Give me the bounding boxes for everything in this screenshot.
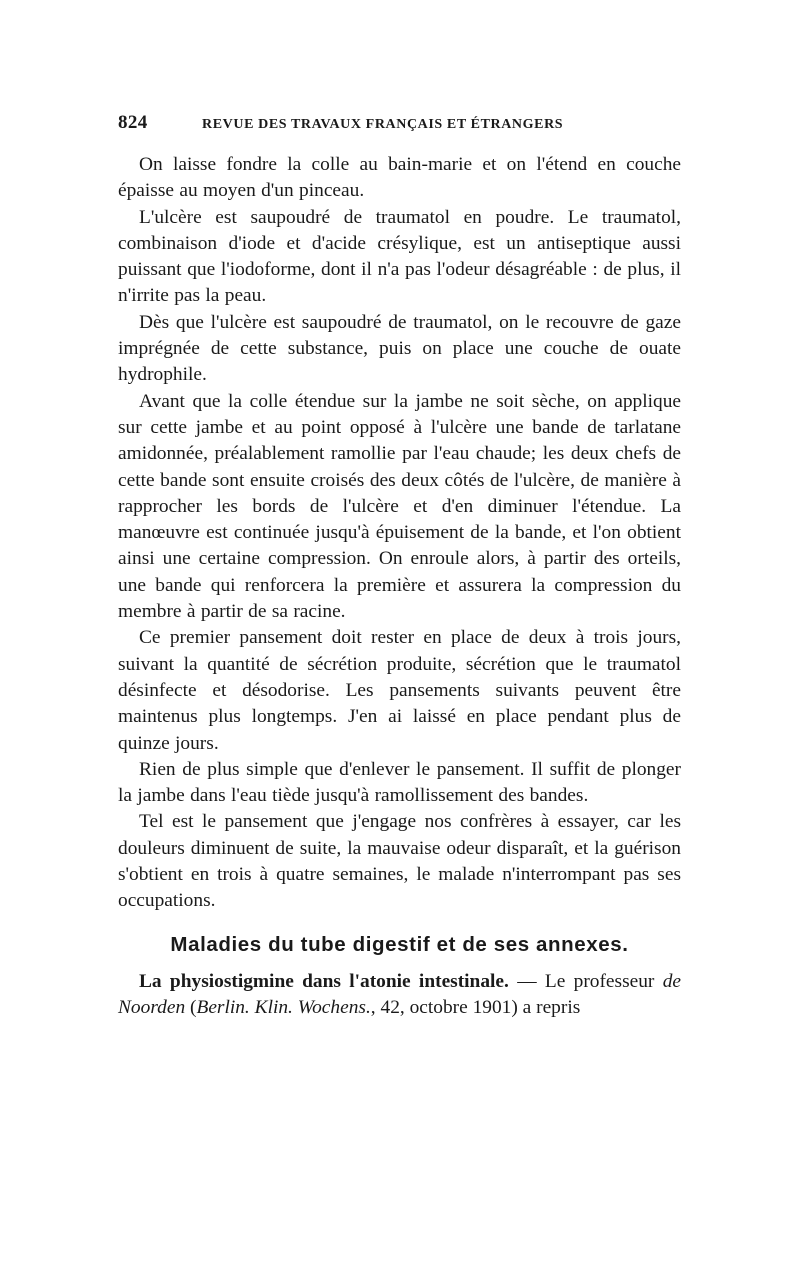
section-heading: Maladies du tube digestif et de ses annexes. bbox=[170, 932, 629, 956]
document-page bbox=[118, 112, 681, 1021]
paragraph: Dès que l'ulcère est saupoudré de traumatol, on le recouvre de gaze imprégnée de cette substance, puis on place une couche de ouate hydrophile. bbox=[118, 311, 681, 386]
article-author: de Noorden bbox=[118, 970, 681, 1018]
page-number: 824 bbox=[118, 112, 148, 133]
paragraph: Avant que la colle étendue sur la jambe ne soit sèche, on applique sur cette jambe et au point opposé à l'ulcère une bande de tarlatane amidonnée, préalablement ramollie par l'eau chaude; les deux chefs de cette bande sont ensuite croisés des deux côtés de l'ulcère, de manière à rapprocher les bords de l'ulcère et d'en diminuer l'étendue. La manœuvre est continuée jusqu'à épuisement de la bande, et l'on obtient ainsi une certaine compression. On enroule alors, à partir des orteils, une bande qui renforcera la première et assurera la compression du membre à partir de sa racine. bbox=[118, 390, 681, 623]
paragraph: On laisse fondre la colle au bain-marie et on l'étend en couche épaisse au moyen d'un pinceau. bbox=[118, 154, 681, 202]
article-source: Berlin. Klin. Wochens. bbox=[196, 996, 371, 1018]
body-text bbox=[118, 152, 681, 915]
running-title: REVUE DES TRAVAUX FRANÇAIS ET ÉTRANGERS bbox=[202, 117, 564, 132]
paragraph: Ce premier pansement doit rester en place de deux à trois jours, suivant la quantité de sécrétion produite, sécrétion que le traumatol désinfecte et désodorise. Les pansements suivants peuvent être maintenus plus longtemps. J'en ai laissé en place pendant plus de quinze jours. bbox=[118, 627, 681, 754]
article-title: La physiostigmine dans l'atonie intestinale. bbox=[139, 970, 509, 992]
paragraph: L'ulcère est saupoudré de traumatol en poudre. Le traumatol, combinaison d'iode et d'acide crésylique, est un antiseptique aussi puissant que l'iodoforme, dont il n'a pas l'odeur désagréable : de plus, il n'irrite pas la peau. bbox=[118, 206, 681, 307]
article bbox=[118, 969, 681, 1022]
running-header bbox=[118, 112, 681, 152]
article-dash: — Le professeur bbox=[508, 970, 663, 992]
article-paragraph bbox=[118, 969, 681, 1022]
article-open-paren: ( bbox=[185, 996, 197, 1018]
article-issue: , 42, octobre 1901) a repris bbox=[370, 996, 581, 1018]
paragraph: Rien de plus simple que d'enlever le pansement. Il suffit de plonger la jambe dans l'eau tiède jusqu'à ramollissement des bandes. bbox=[118, 758, 681, 807]
paragraph: Tel est le pansement que j'engage nos confrères à essayer, car les douleurs diminuent de suite, la mauvaise odeur disparaît, et la guérison s'obtient en trois à quatre semaines, le malade n'interrompant pas ses occupations. bbox=[118, 811, 681, 912]
